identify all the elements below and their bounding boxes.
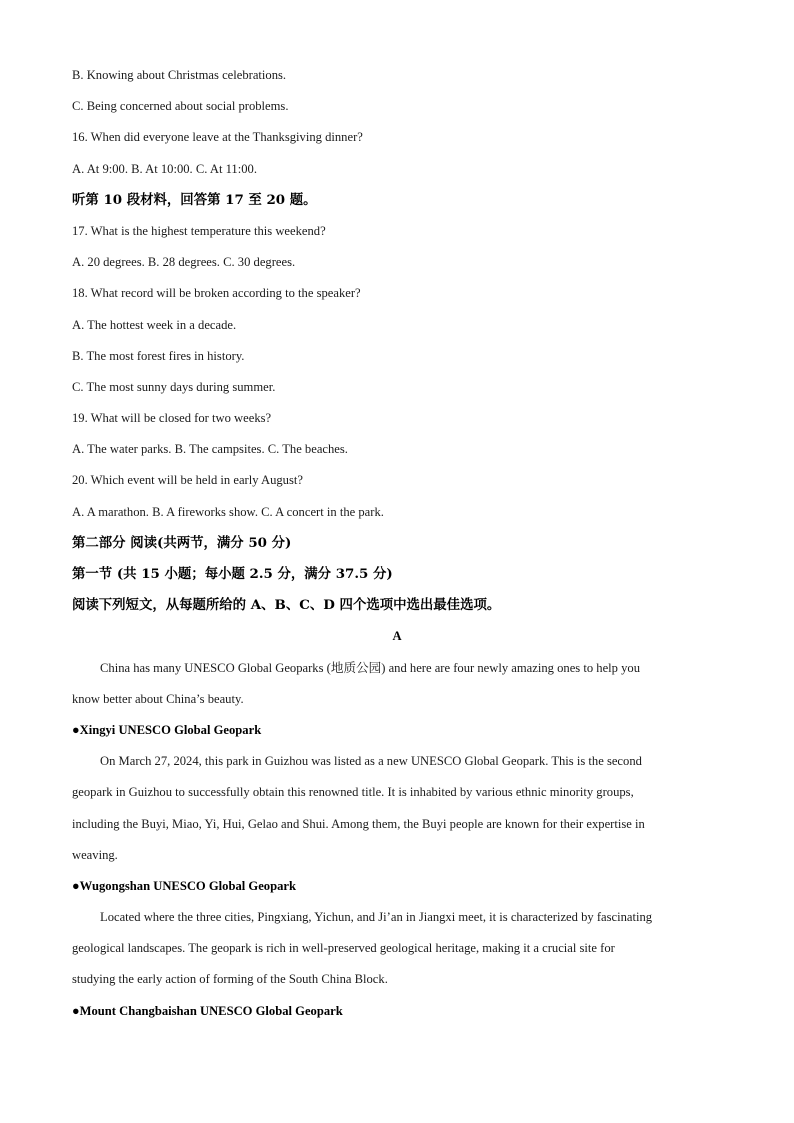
wugongshan-title: ●Wugongshan UNESCO Global Geopark xyxy=(72,878,296,893)
q20-options: A. A marathon. B. A fireworks show. C. A concert in the park. xyxy=(72,504,384,519)
changbaishan-title: ●Mount Changbaishan UNESCO Global Geopark xyxy=(72,1003,343,1018)
q19-options: A. The water parks. B. The campsites. C. The beaches. xyxy=(72,442,348,457)
q16-question: 16. When did everyone leave at the Thanksgiving dinner? xyxy=(72,130,363,145)
q18-option-a: A. The hottest week in a decade. xyxy=(72,317,237,332)
passage-label: A xyxy=(392,629,402,644)
q17-question: 17. What is the highest temperature this weekend? xyxy=(72,223,326,238)
xingyi-line-1: On March 27, 2024, this park in Guizhou was listed as a new UNESCO Global Geopark. This is the second xyxy=(100,754,642,769)
wugongshan-line-2: geological landscapes. The geopark is rich in well-preserved geological heritage, making it a crucial site for xyxy=(72,941,615,956)
q18-option-c: C. The most sunny days during summer. xyxy=(72,379,276,394)
q18-option-b: B. The most forest fires in history. xyxy=(72,348,245,363)
q20-question: 20. Which event will be held in early August? xyxy=(72,473,303,488)
q15-option-b: B. Knowing about Christmas celebrations. xyxy=(72,68,287,82)
wugongshan-line-3: studying the early action of forming of the South China Block. xyxy=(72,972,388,987)
intro-line-1: China has many UNESCO Global Geoparks (地质公园) and here are four newly amazing ones to help you xyxy=(100,660,641,675)
document-page xyxy=(72,60,722,1027)
intro-line-2: know better about China’s beauty. xyxy=(72,691,244,706)
xingyi-title: ●Xingyi UNESCO Global Geopark xyxy=(72,722,262,737)
xingyi-line-2: geopark in Guizhou to successfully obtain this renowned title. It is inhabited by various ethnic minority groups, xyxy=(72,785,634,800)
q18-question: 18. What record will be broken according to the speaker? xyxy=(72,286,361,301)
xingyi-line-3: including the Buyi, Miao, Yi, Hui, Gelao and Shui. Among them, the Buyi people are known for their expertise in xyxy=(72,816,645,831)
q19-question: 19. What will be closed for two weeks? xyxy=(72,411,272,426)
q17-options: A. 20 degrees. B. 28 degrees. C. 30 degrees. xyxy=(72,255,296,270)
part2-heading: 第二部分 阅读(共两节，满分 50 分) xyxy=(72,534,292,551)
wugongshan-line-1: Located where the three cities, Pingxiang, Yichun, and Ji’an in Jiangxi meet, it is characterized by fascinating xyxy=(100,910,653,925)
section-10-heading: 听第 10 段材料，回答第 17 至 20 题。 xyxy=(72,191,317,208)
reading-instructions: 阅读下列短文，从每题所给的 A、B、C、D 四个选项中选出最佳选项。 xyxy=(72,597,501,614)
xingyi-line-4: weaving. xyxy=(72,847,118,862)
q16-options: A. At 9:00. B. At 10:00. C. At 11:00. xyxy=(72,161,257,176)
q15-option-c: C. Being concerned about social problems. xyxy=(72,99,289,114)
section1-heading: 第一节 (共 15 小题；每小题 2.5 分，满分 37.5 分) xyxy=(72,566,393,582)
